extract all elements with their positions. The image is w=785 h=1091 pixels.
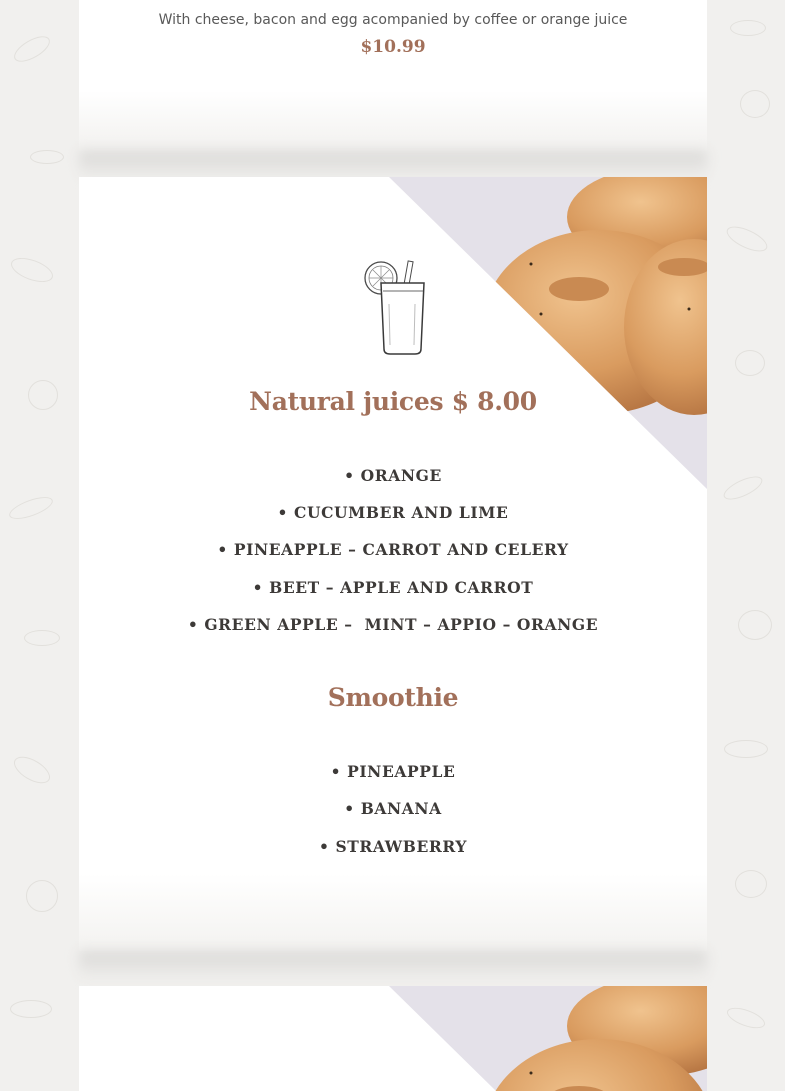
juice-item: • BEET – APPLE AND CARROT [252,578,534,597]
juice-menu-card [79,177,707,951]
item-description: With cheese, bacon and egg acompanied by coffee or orange juice [158,12,628,28]
bagels-photo [79,986,707,1091]
smoothie-item: • BANANA [344,799,442,818]
item-price: $10.99 [360,37,426,57]
juice-item: • GREEN APPLE – MINT – APPIO – ORANGE [187,615,599,634]
juice-item: • CUCUMBER AND LIME [277,503,509,522]
smoothie-title: Smoothie [327,683,459,712]
next-menu-card [79,986,707,1091]
glass-with-lemon-icon [363,259,425,357]
natural-juices-title: Natural juices $ 8.00 [249,387,537,416]
juice-item: • ORANGE [344,466,442,485]
smoothie-item: • PINEAPPLE [330,762,456,781]
card-shadow [79,951,707,981]
juice-item: • PINEAPPLE – CARROT AND CELERY [217,540,569,559]
smoothie-item: • STRAWBERRY [318,837,468,856]
breakfast-card [79,0,707,151]
